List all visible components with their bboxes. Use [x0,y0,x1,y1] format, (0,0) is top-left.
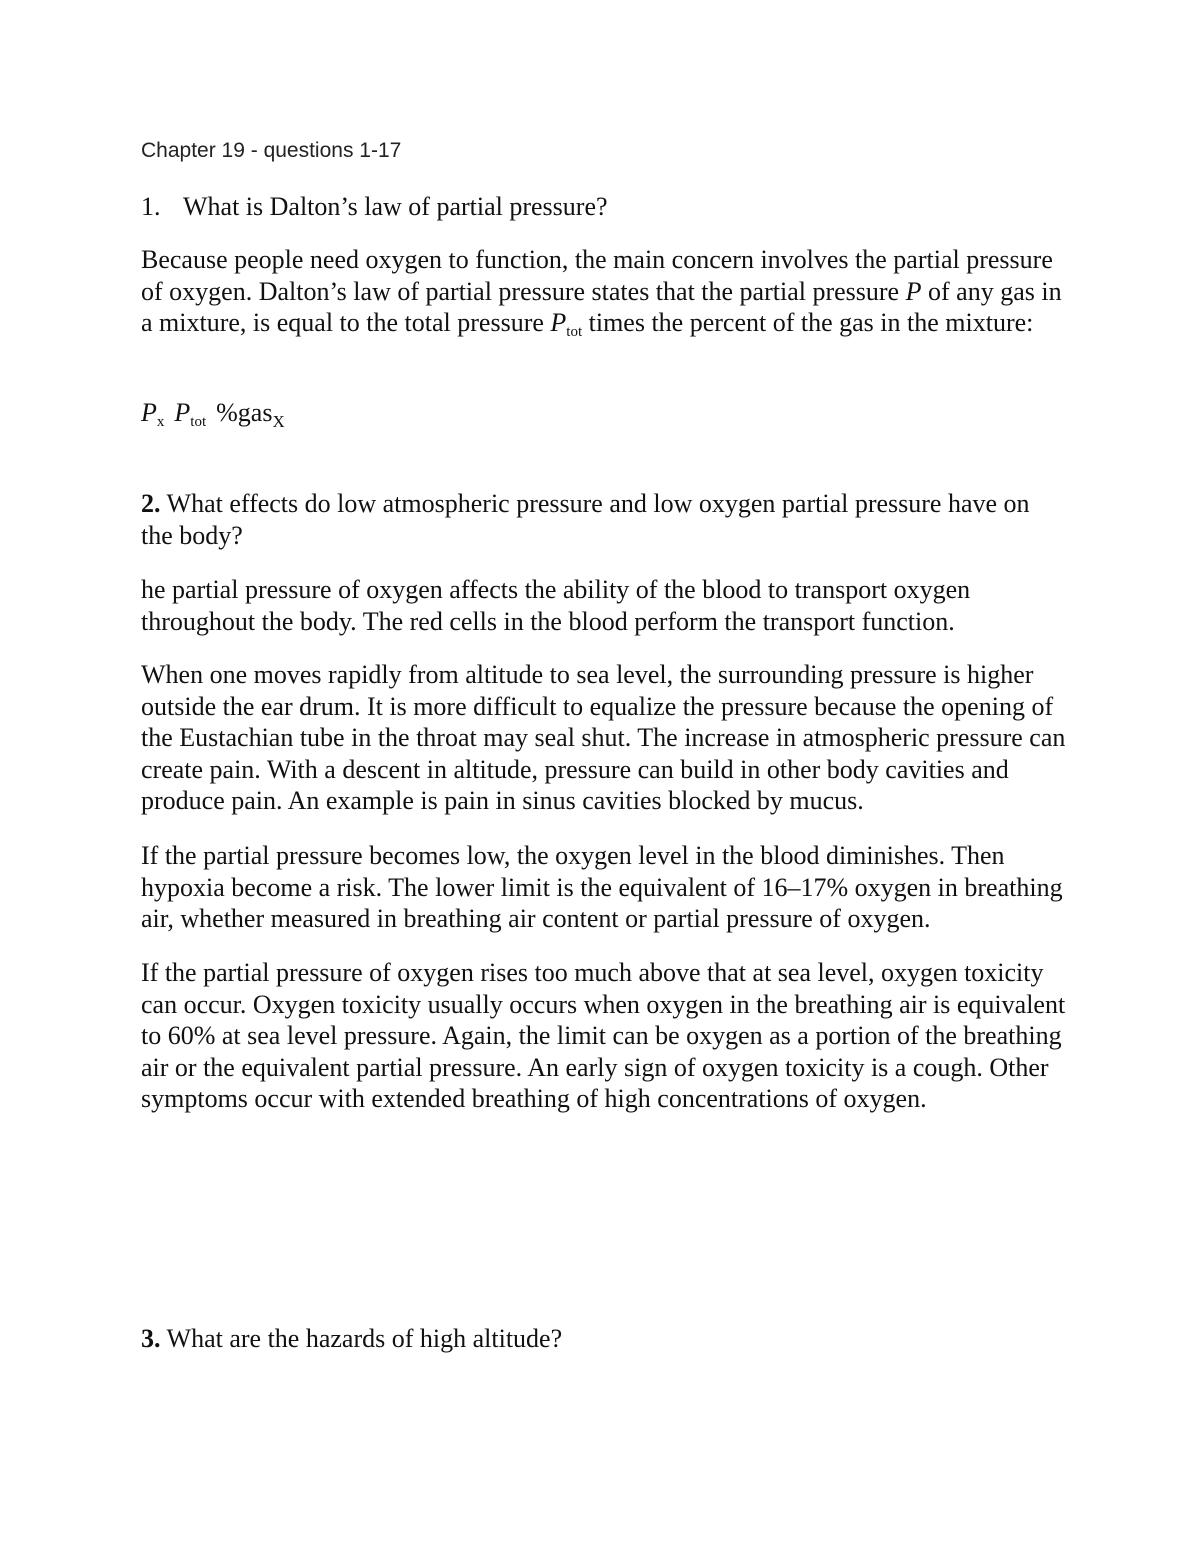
answer-1-text-a: Because people need oxygen to function, the main concern involves the partial pressure of oxygen. Dalton’s law of partial pressure states that the partial pressure [141,245,1053,306]
answer-2-paragraph-3: If the partial pressure becomes low, the oxygen level in the blood diminishes. Then hypoxia become a risk. The lower limit is the equivalent of 16–17% oxygen in breathing air, whether measured in breathing air content or partial pressure of oxygen. [141,841,1063,933]
answer-2-paragraph-1: he partial pressure of oxygen affects the ability of the blood to transport oxygen throughout the body. The red cells in the blood perform the transport function. [141,575,971,636]
question-3-number: 3. [141,1324,161,1353]
question-2 [141,488,1066,551]
answer-2-paragraph-4: If the partial pressure of oxygen rises too much above that at sea level, oxygen toxicity can occur. Oxygen toxicity usually occurs when oxygen in the breathing air is equivalent to 60% at sea level pressure. Again, the limit can be oxygen as a portion of the breathing air or the equivalent partial pressure. An early sign of oxygen toxicity is a cough. Other symptoms occur with extended breathing of high concentrations of oxygen. [141,958,1066,1113]
question-1-number: 1. [141,192,161,221]
formula-ptot-sub: tot [190,414,207,430]
answer-1-text-b: of any gas in a mixture, is equal to the total pressure [141,276,1062,337]
answer-1-var-ptot: P [550,308,567,337]
answer-1-text-c: times the percent of the gas in the mixture: [582,308,1034,337]
formula-gas-sub: X [272,412,285,431]
answer-1-var-ptot-sub: tot [566,324,583,340]
answer-1-var-p: P [905,276,922,306]
dalton-formula [141,397,285,429]
question-1 [141,191,1066,223]
answer-1-paragraph [141,244,1066,339]
formula-px: P [141,398,157,427]
question-2-number: 2. [141,489,161,518]
question-3 [141,1323,1066,1355]
question-2-text: What effects do low atmospheric pressure and low oxygen partial pressure have on the body? [141,489,1030,550]
page-heading: Chapter 19 - questions 1-17 [141,139,402,162]
formula-px-sub: x [156,414,165,430]
formula-ptot: P [174,398,191,427]
question-3-text: What are the hazards of high altitude? [160,1324,563,1353]
answer-2-paragraph-2: When one moves rapidly from altitude to sea level, the surrounding pressure is higher outside the ear drum. It is more difficult to equalize the pressure because the opening of the Eustachian tube in the throat may seal shut. The increase in atmospheric pressure can create pain. With a descent in altitude, pressure can build in other body cavities and produce pain. An example is pain in sinus cavities blocked by mucus. [141,660,1066,815]
formula-gas: %gas [216,398,273,427]
question-1-text: What is Dalton’s law of partial pressure? [183,192,608,221]
